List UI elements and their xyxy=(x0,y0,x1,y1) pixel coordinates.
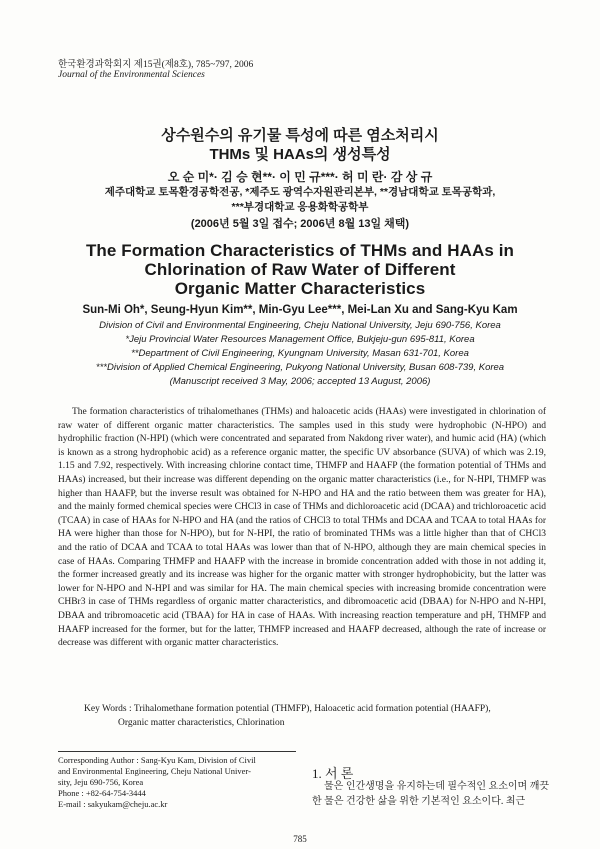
english-title-line3: Organic Matter Characteristics xyxy=(174,279,426,298)
english-affiliation-4: ***Division of Applied Chemical Engineering, Pukyong National University, Busan 608-739, Korea xyxy=(95,362,505,373)
journal-name: Journal of the Environmental Sciences xyxy=(58,70,205,80)
keywords-line2: Organic matter characteristics, Chlorination xyxy=(118,717,285,728)
korean-authors: 오 순 미*· 김 승 현**· 이 민 규***· 허 미 란· 감 상 규 xyxy=(167,170,433,184)
section-heading-introduction: 1. 서 론 xyxy=(312,766,354,781)
keywords-label: Key Words : xyxy=(84,704,134,714)
corresponding-line3: sity, Jeju 690-756, Korea xyxy=(58,777,144,787)
english-affiliation-1: Division of Civil and Environmental Engineering, Cheju National University, Jeju 690-756, Korea xyxy=(99,320,501,331)
english-affiliation-2: *Jeju Provincial Water Resources Management Office, Bukjeju-gun 695-811, Korea xyxy=(125,334,475,345)
introduction-paragraph: 물은 인간생명을 유지하는데 필수적인 요소이며 깨끗한 물은 건강한 삶을 위한 기본적인 요소이다. 최근 xyxy=(312,781,550,807)
page-number: 785 xyxy=(293,834,307,844)
keywords xyxy=(84,703,546,730)
footnote-divider xyxy=(58,751,296,752)
keywords-line1: Trihalomethane formation potential (THMFP), Haloacetic acid formation potential (HAAFP), xyxy=(133,704,491,714)
english-title-line1: The Formation Characteristics of THMs and HAAs in xyxy=(85,241,515,260)
corresponding-phone: Phone : +82-64-754-3444 xyxy=(58,788,146,798)
corresponding-line2: and Environmental Engineering, Cheju National Univer- xyxy=(58,766,251,776)
corresponding-line1: Corresponding Author : Sang-Kyu Kam, Division of Civil xyxy=(58,755,256,765)
corresponding-author-note xyxy=(58,755,298,810)
english-authors: Sun-Mi Oh*, Seung-Hyun Kim**, Min-Gyu Lee***, Mei-Lan Xu and Sang-Kyu Kam xyxy=(82,304,518,316)
korean-title-line2: THMs 및 HAAs의 생성특성 xyxy=(209,146,391,163)
korean-affiliation-line2: ***부경대학교 응용화학공학부 xyxy=(231,201,369,213)
corresponding-email: E-mail : sakyukam@cheju.ac.kr xyxy=(58,799,168,809)
korean-title-line1: 상수원수의 유기물 특성에 따른 염소처리시 xyxy=(161,127,439,144)
korean-received-dates: (2006년 5월 3일 접수; 2006년 8월 13일 채택) xyxy=(190,218,410,230)
english-title-line2: Chlorination of Raw Water of Different xyxy=(144,260,456,279)
english-received-dates: (Manuscript received 3 May, 2006; accepted 13 August, 2006) xyxy=(169,376,431,387)
english-affiliation-3: **Department of Civil Engineering, Kyungnam University, Masan 631-701, Korea xyxy=(131,348,469,359)
korean-affiliation-line1: 제주대학교 토목환경공학전공, *제주도 광역수자원관리본부, **경남대학교 토목공학과, xyxy=(104,186,496,198)
abstract: The formation characteristics of trihalomethanes (THMs) and haloacetic acids (HAAs) were investigated in chlorination of raw water of different organic matter characteristics. The samples used in this study were hydrophobic (N-HPO) and hydrophilic fraction (N-HPI) (which were concentrated and separated from Nakdong river water), and humic acid (HA) (which is known as a strong hydrophobic acid) as a reference organic matter, the specific UV absorbance (SUVA) of which was 2.19, 1.15 and 7.92, respectively. With increasing chlorine contact time, THMFP and HAAFP (the formation potential of THMs and HAAs) increased, but their increase was different depending on the organic matter characteristics (i.e., for N-HPI, THMFP was higher than HAAFP, but the inverse result was obtained for N-HPO and HA and the ratio between them was greater for HA), and the mainly formed chemical species were CHCl3 in case of THMs and dichloroacetic acid (DCAA) and trichloroacetic acid (TCAA) in case of HAAs for N-HPO and HA (and the ratios of CHCl3 to total THMs and DCAA and TCAA to total HAAs for HA were higher than those for N-HPO), but for N-HPI, the ratio of brominated THMs was a little higher than that of CHCl3 and the ratio of DCAA and TCAA to total HAAs was lower than that of N-HPO, although they are main chemical species in case of HAAs. Comparing THMFP and HAAFP with the increase in bromide concentration added with those in not adding it, the former increased greatly and its increase was higher for the organic matter with stronger hydrophobicity, but the latter was lower for N-HPO and N-HPI and was similar for HA. The main chemical species with increasing bromide concentration were CHBr3 in case of THMs regardless of organic matter characteristics, and dibromoacetic acid (DBAA) for N-HPO and N-HPI, DBAA and tribromoacetic acid (TBAA) for HA in case of HAAs. With increasing reaction temperature and pH, THMFP and HAAFP increased for the former, but for the latter, THMFP increased and HAAFP decreased, although the rate of increase or decrease was different with organic matter characteristics. xyxy=(58,407,546,649)
journal-citation: 한국환경과학회지 제15권(제8호), 785~797, 2006 xyxy=(58,60,254,70)
